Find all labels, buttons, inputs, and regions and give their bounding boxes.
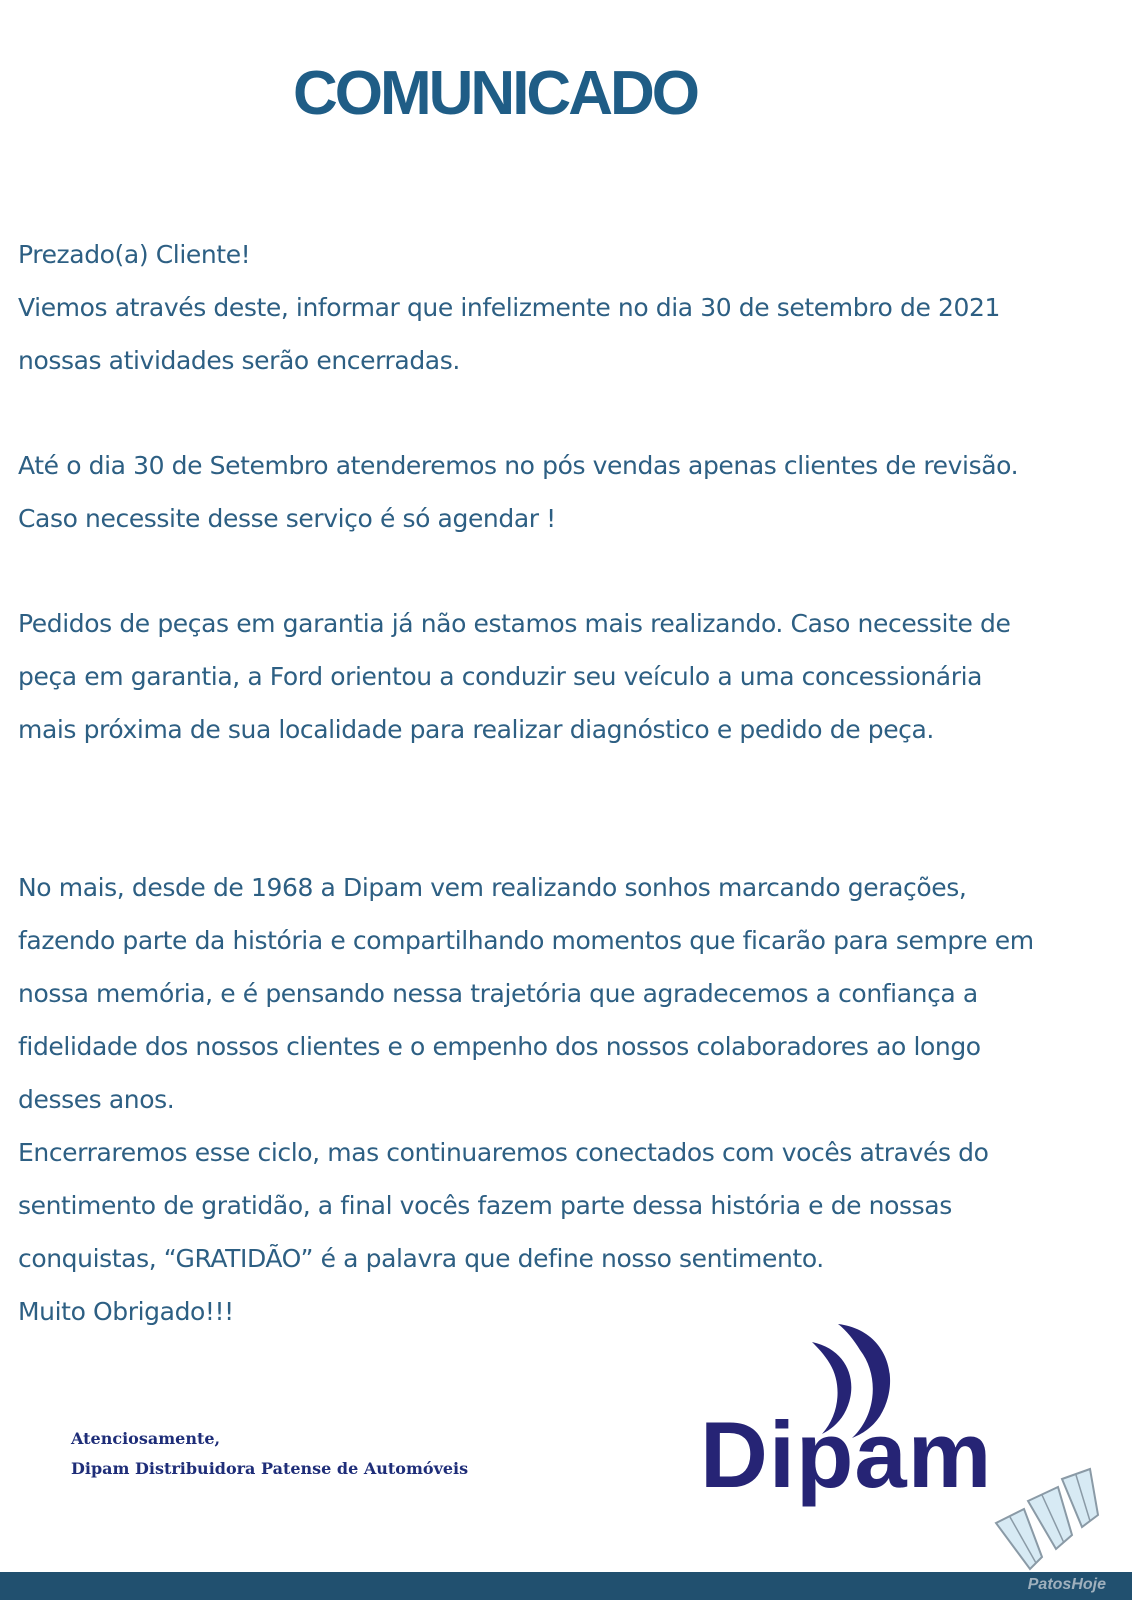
feather-wings-icon [990,1465,1100,1575]
paragraph-line: Muito Obrigado!!! [18,1297,234,1326]
paragraph-line: Viemos através deste, informar que infelizmente no dia 30 de setembro de 2021 [18,293,1001,322]
watermark: PatosHoje [1027,1576,1106,1593]
paragraph-farewell [18,861,1108,1338]
paragraph-line: nossas atividades serão encerradas. [18,346,460,375]
paragraph-line: fidelidade dos nossos clientes e o empenho dos nossos colaboradores ao longo [18,1032,981,1061]
paragraph-line: Até o dia 30 de Setembro atenderemos no pós vendas apenas clientes de revisão. [18,451,1019,480]
company-logo [700,1320,1110,1580]
paragraph-warranty-info [18,597,1108,756]
signature-closing: Atenciosamente, [71,1429,221,1448]
document-title: COMUNICADO [293,59,697,128]
paragraph-line: desses anos. [18,1085,175,1114]
paragraph-line: mais próxima de sua localidade para realizar diagnóstico e pedido de peça. [18,715,934,744]
paragraph-line: conquistas, “GRATIDÃO” é a palavra que define nosso sentimento. [18,1244,824,1273]
paragraph-greeting [18,228,1108,387]
paragraph-line: Pedidos de peças em garantia já não estamos mais realizando. Caso necessite de [18,609,1011,638]
signature-company: Dipam Distribuidora Patense de Automóveis [71,1459,469,1478]
paragraph-line: peça em garantia, a Ford orientou a conduzir seu veículo a uma concessionária [18,662,983,691]
paragraph-line: Caso necessite desse serviço é só agendar ! [18,504,556,533]
paragraph-line: Prezado(a) Cliente! [18,240,251,269]
paragraph-line: sentimento de gratidão, a final vocês fazem parte dessa história e de nossas [18,1191,952,1220]
paragraph-line: Encerraremos esse ciclo, mas continuaremos conectados com vocês através do [18,1138,989,1167]
paragraph-line: nossa memória, e é pensando nessa trajetória que agradecemos a confiança a [18,979,978,1008]
paragraph-service-info [18,439,1108,545]
signature-block [71,1424,468,1484]
paragraph-line: fazendo parte da história e compartilhando momentos que ficarão para sempre em [18,926,1034,955]
footer-bar [0,1572,1132,1600]
logo-wordmark: Dipam [700,1402,993,1507]
paragraph-line: No mais, desde de 1968 a Dipam vem realizando sonhos marcando gerações, [18,873,967,902]
